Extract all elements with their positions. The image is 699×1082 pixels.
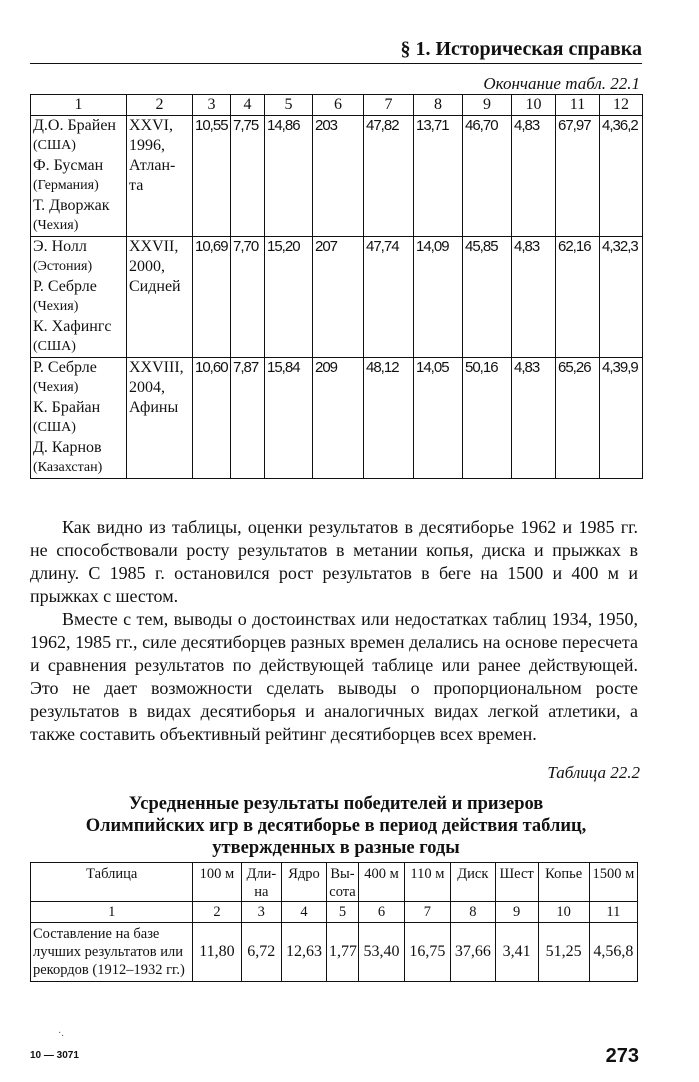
athlete-name: Д.О. Брайен: [33, 117, 116, 134]
header-cell: 100 м: [193, 863, 241, 902]
value-cell: 11,80: [193, 923, 241, 982]
footer-signature: 10 — 3071: [30, 1050, 79, 1061]
header-cell: Копье: [538, 863, 589, 902]
index-cell: 4: [282, 902, 327, 923]
index-cell: 8: [450, 902, 495, 923]
header-cell: 7: [364, 95, 414, 116]
value-cell: 7,70: [231, 237, 265, 358]
header-cell: 400 м: [359, 863, 405, 902]
index-cell: 6: [359, 902, 405, 923]
header-cell: 4: [231, 95, 265, 116]
header-cell: Ядро: [282, 863, 327, 902]
games-cell: [127, 358, 193, 479]
value-cell: 209: [313, 358, 364, 479]
table-title-line: утвержденных в разные годы: [212, 838, 460, 858]
value-cell: 203: [313, 116, 364, 237]
athlete-country: (США): [33, 138, 76, 153]
athlete-country: (Германия): [33, 178, 99, 193]
section-header: § 1. Историческая справка: [30, 38, 642, 64]
table-22-1: [30, 94, 643, 479]
index-cell: 11: [589, 902, 637, 923]
table-label: Таблица 22.2: [547, 763, 640, 782]
index-cell: 10: [538, 902, 589, 923]
value-cell: 7,75: [231, 116, 265, 237]
page-number: 273: [605, 1045, 639, 1067]
value-cell: 46,70: [463, 116, 512, 237]
header-cell: Дли-на: [241, 863, 282, 902]
athletes-cell: [31, 358, 127, 479]
value-cell: 1,77: [326, 923, 358, 982]
athlete-name: К. Брайан: [33, 399, 101, 416]
value-cell: 4,83: [512, 358, 556, 479]
index-cell: 5: [326, 902, 358, 923]
athlete-name: Р. Себрле: [33, 278, 97, 295]
table-title: [30, 793, 642, 859]
index-cell: 2: [193, 902, 241, 923]
value-cell: 12,63: [282, 923, 327, 982]
value-cell: 7,87: [231, 358, 265, 479]
header-cell: 1: [31, 95, 127, 116]
games-line: та: [129, 177, 144, 194]
value-cell: 65,26: [556, 358, 600, 479]
value-cell: 15,20: [265, 237, 313, 358]
value-cell: 47,74: [364, 237, 414, 358]
table-row: [31, 923, 638, 982]
value-cell: 10,55: [193, 116, 231, 237]
value-cell: 62,16: [556, 237, 600, 358]
athletes-cell: [31, 237, 127, 358]
athlete-name: Ф. Бусман: [33, 157, 104, 174]
games-cell: [127, 237, 193, 358]
athletes-cell: [31, 116, 127, 237]
header-cell: Вы-сота: [326, 863, 358, 902]
value-cell: 53,40: [359, 923, 405, 982]
athlete-name: Р. Себрле: [33, 359, 97, 376]
table-row: [31, 358, 643, 479]
games-cell: [127, 116, 193, 237]
table-caption: Окончание табл. 22.1: [483, 74, 640, 93]
header-cell: 110 м: [404, 863, 450, 902]
header-cell: Диск: [450, 863, 495, 902]
index-cell: 9: [495, 902, 538, 923]
games-line: 2004,: [129, 379, 165, 396]
index-cell: 1: [31, 902, 193, 923]
header-cell: Таблица: [31, 863, 193, 902]
value-cell: 4,39,9: [600, 358, 643, 479]
index-cell: 7: [404, 902, 450, 923]
athlete-name: Э. Нолл: [33, 238, 87, 255]
header-cell: 2: [127, 95, 193, 116]
games-line: XXVII,: [129, 238, 179, 255]
table-header-row: [31, 863, 638, 902]
paragraph: Вместе с тем, выводы о достоинствах или недостатках таблиц 1934, 1950, 1962, 1985 гг., силе десятиборцев разных времен делались на основе пересчета и сравнения результатов по действующей таблице или ранее действующей. Это не дает возможности сделать выводы о пропорциональном росте результатов в видах десятиборья и аналогичных видах легкой атлетики, а также составить объективный рейтинг десятиборцев всех времен.: [30, 609, 638, 744]
table-row: [31, 116, 643, 237]
table-title-line: Усредненные результаты победителей и призеров: [128, 794, 544, 814]
scan-speck: ·.: [58, 1028, 64, 1039]
games-line: XXVIII,: [129, 359, 184, 376]
value-cell: 45,85: [463, 237, 512, 358]
table-header-row: [31, 95, 643, 116]
value-cell: 14,86: [265, 116, 313, 237]
body-text: [30, 516, 638, 746]
header-cell: Шест: [495, 863, 538, 902]
athlete-name: К. Хафингс: [33, 318, 112, 335]
table-row: [31, 237, 643, 358]
header-cell: 5: [265, 95, 313, 116]
athlete-country: (Чехия): [33, 299, 79, 314]
header-cell: 12: [600, 95, 643, 116]
header-cell: 11: [556, 95, 600, 116]
value-cell: 6,72: [241, 923, 282, 982]
value-cell: 10,69: [193, 237, 231, 358]
value-cell: 15,84: [265, 358, 313, 479]
games-line: Атлан-: [129, 157, 176, 174]
value-cell: 4,83: [512, 237, 556, 358]
index-row: [31, 902, 638, 923]
games-line: Сидней: [129, 278, 181, 295]
games-line: XXVI,: [129, 117, 173, 134]
games-line: Афины: [129, 399, 179, 416]
paragraph: Как видно из таблицы, оценки результатов в десятиборье 1962 и 1985 гг. не способствовали росту результатов в метании копья, диска и прыжках в длину. С 1985 г. остановился рост результатов в беге на 1500 и 400 м и прыжках с шестом.: [30, 517, 638, 606]
value-cell: 14,05: [414, 358, 463, 479]
athlete-country: (Чехия): [33, 218, 79, 233]
value-cell: 50,16: [463, 358, 512, 479]
header-cell: 1500 м: [589, 863, 637, 902]
value-cell: 67,97: [556, 116, 600, 237]
value-cell: 3,41: [495, 923, 538, 982]
athlete-country: (Чехия): [33, 380, 79, 395]
header-cell: 3: [193, 95, 231, 116]
value-cell: 4,36,2: [600, 116, 643, 237]
table-22-2: [30, 862, 638, 982]
value-cell: 14,09: [414, 237, 463, 358]
value-cell: 207: [313, 237, 364, 358]
athlete-country: (США): [33, 420, 76, 435]
value-cell: 37,66: [450, 923, 495, 982]
value-cell: 4,56,8: [589, 923, 637, 982]
athlete-country: (Эстония): [33, 259, 93, 274]
value-cell: 4,32,3: [600, 237, 643, 358]
value-cell: 51,25: [538, 923, 589, 982]
games-line: 1996,: [129, 137, 165, 154]
value-cell: 48,12: [364, 358, 414, 479]
games-line: 2000,: [129, 258, 165, 275]
value-cell: 47,82: [364, 116, 414, 237]
athlete-name: Т. Дворжак: [33, 197, 110, 214]
table-description-cell: Составление на базе лучших результатов или рекордов (1912–1932 гг.): [31, 923, 193, 982]
header-cell: 6: [313, 95, 364, 116]
header-cell: 8: [414, 95, 463, 116]
athlete-country: (Казахстан): [33, 460, 103, 475]
athlete-name: Д. Карнов: [33, 439, 102, 456]
header-cell: 9: [463, 95, 512, 116]
index-cell: 3: [241, 902, 282, 923]
value-cell: 16,75: [404, 923, 450, 982]
header-cell: 10: [512, 95, 556, 116]
value-cell: 10,60: [193, 358, 231, 479]
table-title-line: Олимпийских игр в десятиборье в период действия таблиц,: [85, 816, 587, 836]
value-cell: 13,71: [414, 116, 463, 237]
athlete-country: (США): [33, 339, 76, 354]
value-cell: 4,83: [512, 116, 556, 237]
